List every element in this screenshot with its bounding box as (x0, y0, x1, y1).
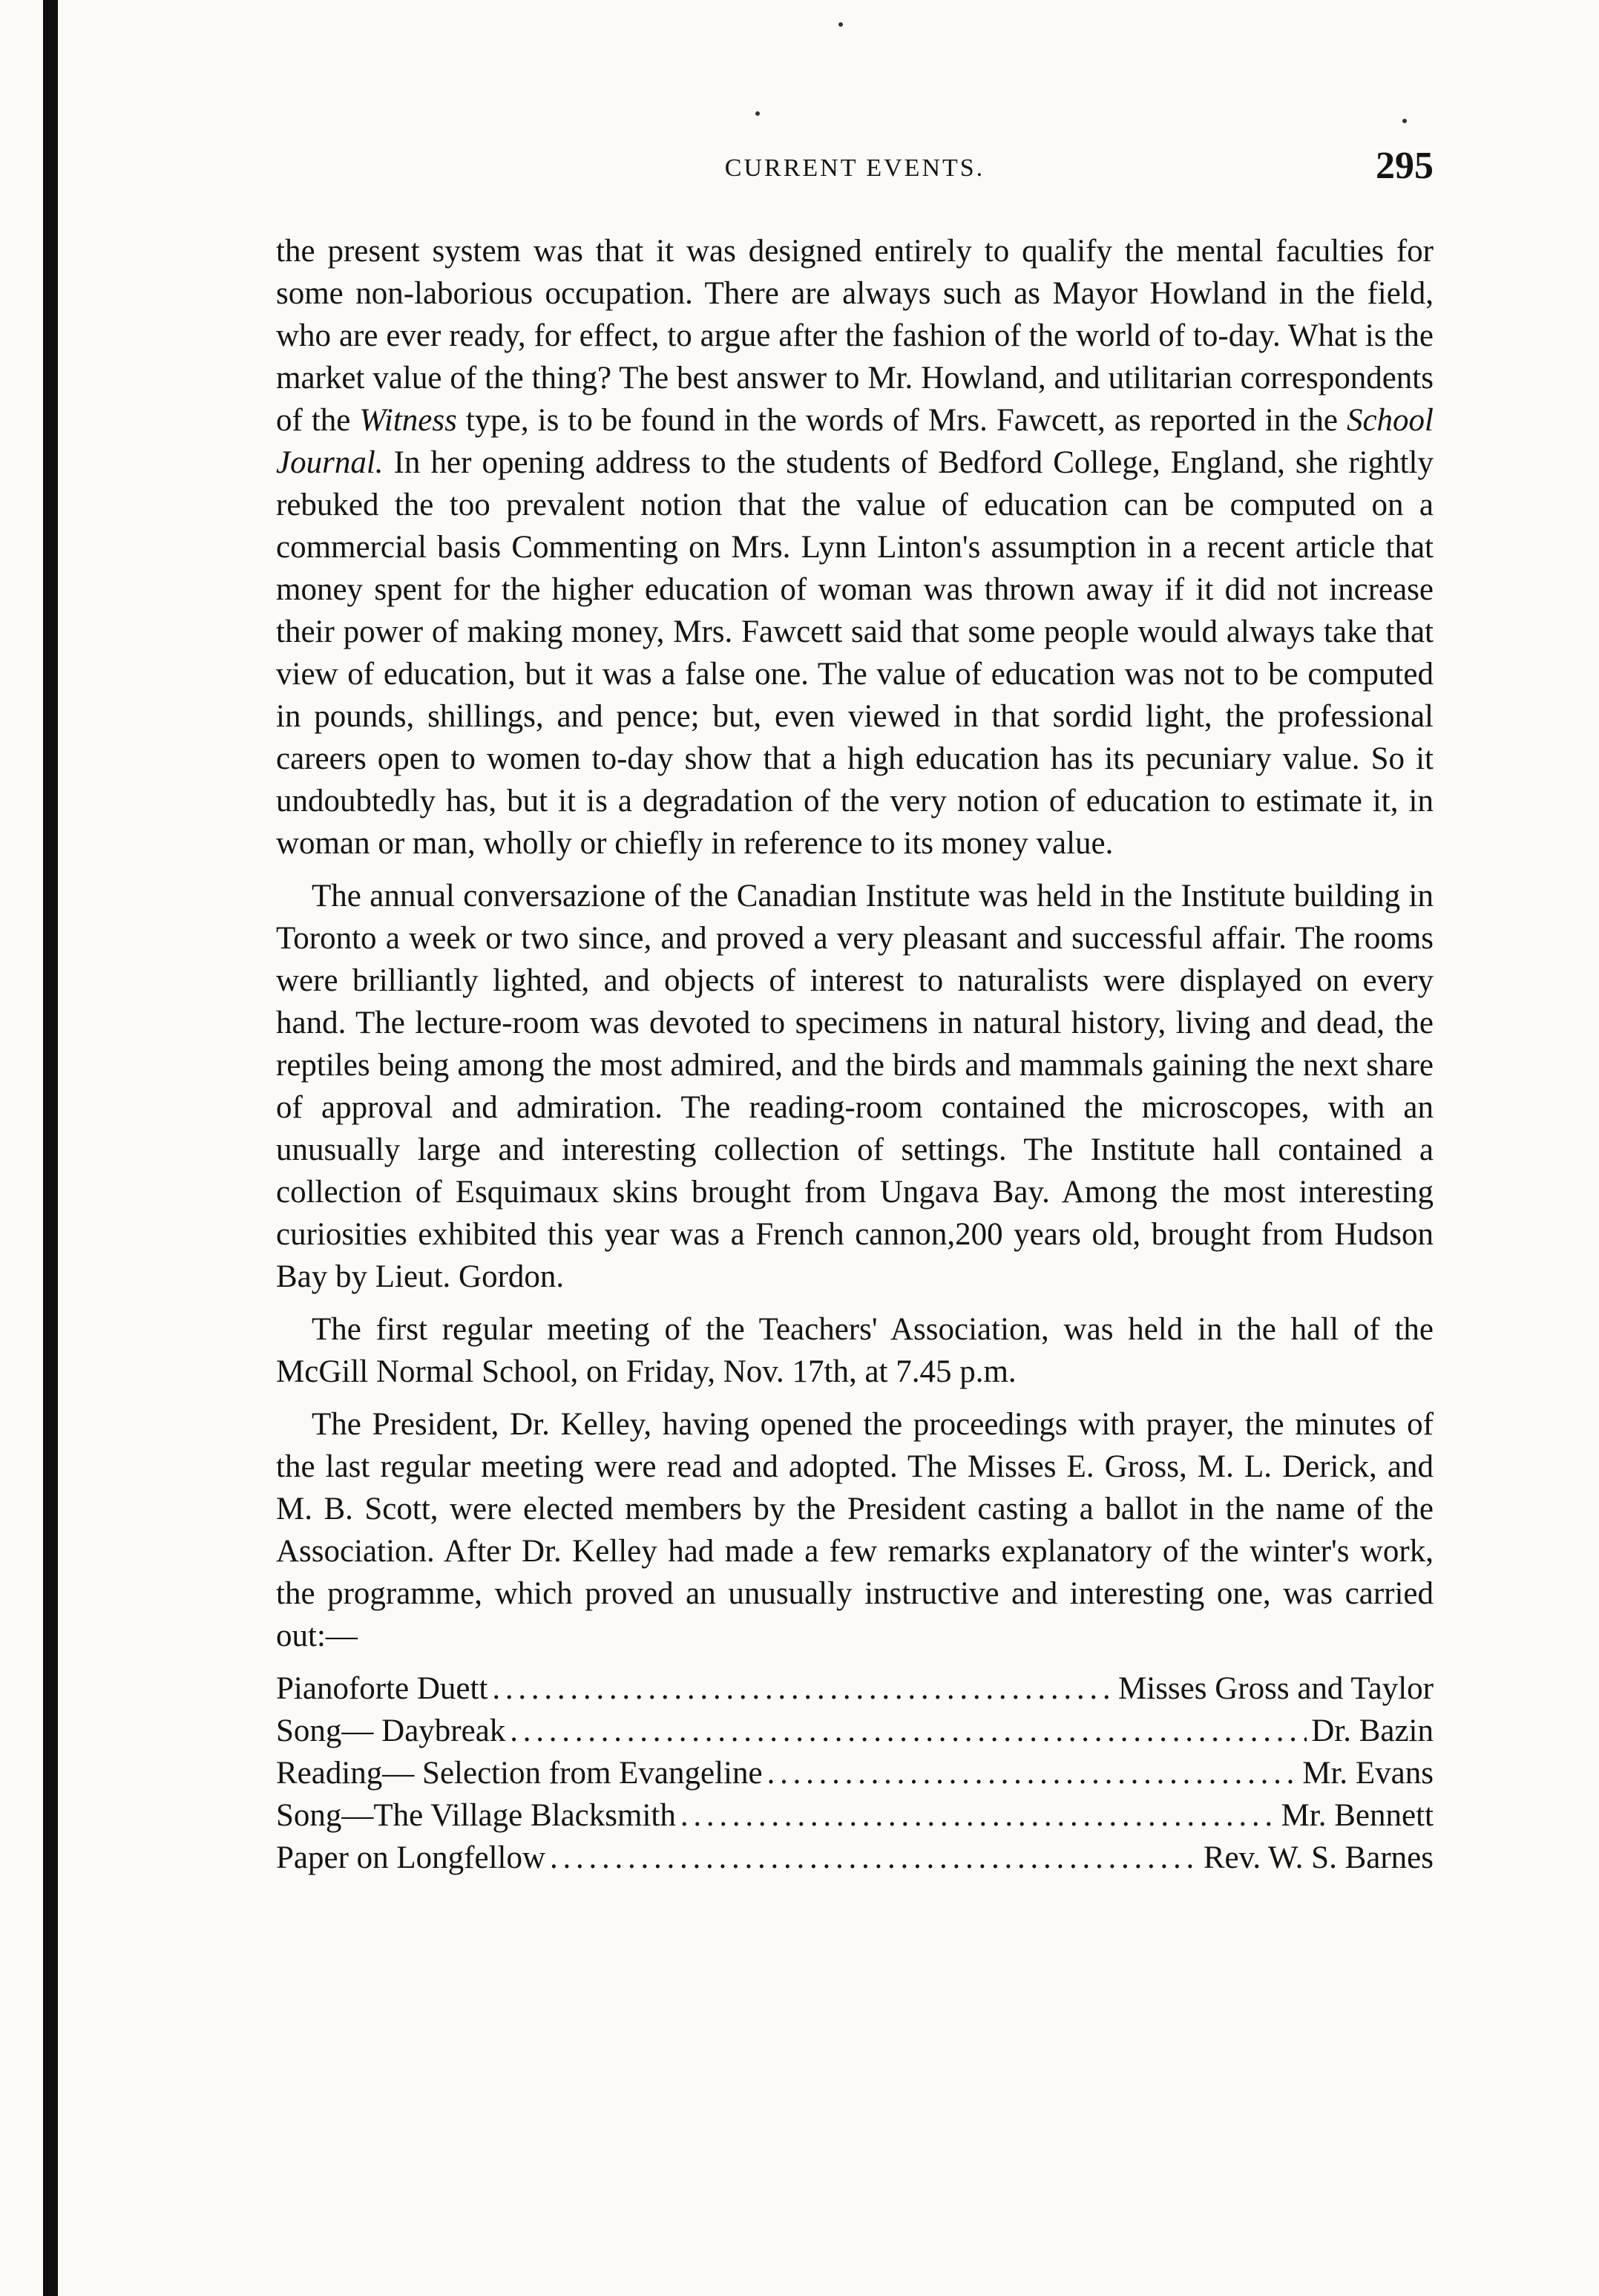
print-speck (1402, 119, 1407, 123)
dot-leader (767, 1752, 1298, 1794)
paragraph-president-kelley: The President, Dr. Kelley, having opened the proceedings with prayer, the minutes of the last regular meeting were read and adopted. The Misses E. Gross, M. L. Derick, and M. B. Scott, were elected members by the President casting a ballot in the name of the Association. After Dr. Kelley had made a few remarks explanatory of the winter's work, the programme, which proved an unusually instructive and interesting one, was carried out:— (276, 1407, 1434, 1653)
paragraph-teachers-association: The first regular meeting of the Teachers' Association, was held in the hall of the McGill Normal School, on Friday, Nov. 17th, at 7.45 p.m. (276, 1312, 1434, 1389)
programme-row (276, 1752, 1434, 1794)
dot-leader (550, 1837, 1199, 1879)
programme-performer: Dr. Bazin (1311, 1713, 1434, 1748)
programme-item: Reading— Selection from Evangeline (276, 1756, 763, 1791)
programme-list (276, 1667, 1434, 1879)
programme-performer: Mr. Bennett (1281, 1798, 1434, 1833)
paragraph-fawcett (276, 230, 1434, 865)
print-speck (838, 22, 843, 27)
programme-row (276, 1710, 1434, 1752)
programme-item: Pianoforte Duett (276, 1671, 488, 1706)
programme-performer: Misses Gross and Taylor (1118, 1671, 1434, 1706)
programme-performer: Mr. Evans (1302, 1756, 1434, 1791)
dot-leader (680, 1794, 1277, 1837)
page-header (276, 145, 1434, 199)
programme-row (276, 1837, 1434, 1879)
page-body (276, 230, 1434, 1879)
dot-leader (510, 1710, 1307, 1752)
paragraph-text: In her opening address to the students of Bedford College, England, she rightly rebuked the too prevalent notion that the value of education can be computed on a commercial basis Commenting on Mrs. Lynn Linton's assumption in a recent article that money spent for the higher education of woman was thrown away if it did not increase their power of making money, Mrs. Fawcett said that some people would always take that view of education, but it was a false one. The value of education was not to be computed in pounds, shillings, and pence; but, even viewed in that sordid light, the professional careers open to women to-day show that a high education has its pecuniary value. So it undoubtedly has, but it is a degradation of the very notion of education to estimate it, in woman or man, wholly or chiefly in reference to its money value. (276, 445, 1434, 861)
witness-title: Witness (359, 403, 457, 438)
programme-item: Paper on Longfellow (276, 1840, 546, 1875)
paragraph-text: type, is to be found in the words of Mrs. Fawcett, as reported in the (456, 403, 1347, 438)
programme-item: Song—The Village Blacksmith (276, 1798, 676, 1833)
programme-item: Song— Daybreak (276, 1713, 506, 1748)
school-journal-title: School Journal. (276, 403, 1434, 480)
page-number: 295 (1376, 145, 1434, 187)
programme-row (276, 1794, 1434, 1837)
running-head: CURRENT EVENTS. (724, 154, 985, 182)
programme-row (276, 1667, 1434, 1710)
dot-leader (492, 1667, 1114, 1710)
page-binding-edge (43, 0, 58, 2296)
paragraph-text: the present system was that it was designed entirely to qualify the mental faculties for some non-laborious occupation. There are always such as Mayor Howland in the field, who are ever ready, for effect, to argue after the fashion of the world of to-day. What is the market value of the thing? The best answer to Mr. Howland, and utilitarian correspondents of the (276, 234, 1434, 438)
programme-performer: Rev. W. S. Barnes (1203, 1840, 1434, 1875)
print-speck (755, 111, 760, 116)
paragraph-canadian-institute: The annual conversazione of the Canadian Institute was held in the Institute building in Toronto a week or two since, and proved a very pleasant and successful affair. The rooms were brilliantly lighted, and objects of interest to naturalists were displayed on every hand. The lecture-room was devoted to specimens in natural history, living and dead, the reptiles being among the most admired, and the birds and mammals gaining the next share of approval and admiration. The reading-room contained the microscopes, with an unusually large and interesting collection of settings. The Institute hall contained a collection of Esquimaux skins brought from Ungava Bay. Among the most interesting curiosities exhibited this year was a French cannon,200 years old, brought from Hudson Bay by Lieut. Gordon. (276, 879, 1434, 1294)
